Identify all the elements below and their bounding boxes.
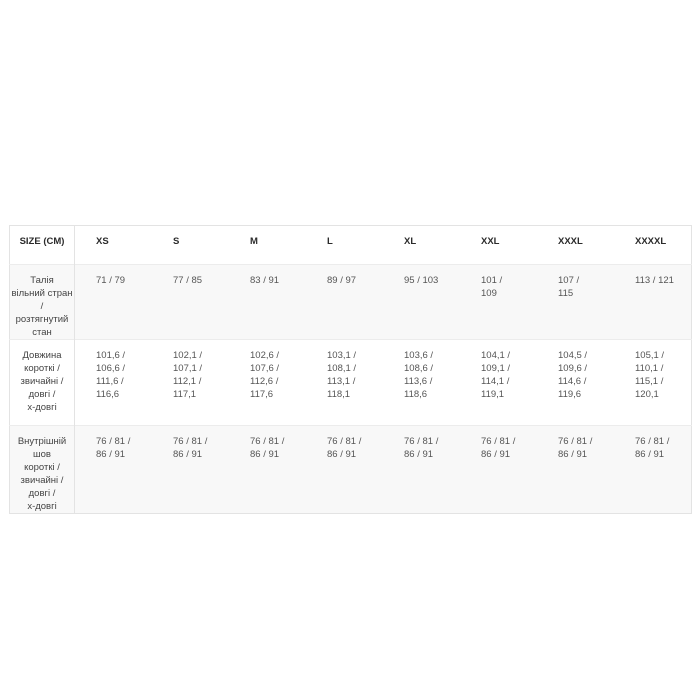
table-cell: 95 / 103	[404, 275, 439, 286]
table-cell: 76 / 81 / 86 / 91	[96, 436, 131, 460]
table-cell: 103,1 / 108,1 / 113,1 / 118,1	[327, 350, 357, 400]
table-cell: 76 / 81 / 86 / 91	[635, 436, 670, 460]
table-cell: 83 / 91	[250, 275, 280, 286]
size-header-xxxxl: XXXXL	[635, 236, 667, 247]
table-cell: 76 / 81 / 86 / 91	[327, 436, 362, 460]
row-label-inseam: Внутрішній шов короткі / звичайні / довгі / x-довгі	[10, 426, 75, 514]
table-cell: 103,6 / 108,6 / 113,6 / 118,6	[404, 350, 434, 400]
table-cell: 76 / 81 / 86 / 91	[404, 436, 439, 460]
row-label-waist: Талія вільний стран / розтягнутий стан	[10, 265, 75, 340]
table-cell: 104,1 / 109,1 / 114,1 / 119,1	[481, 350, 511, 400]
table-cell: 102,6 / 107,6 / 112,6 / 117,6	[250, 350, 280, 400]
size-header-xxxl: XXXL	[558, 236, 583, 247]
size-header-xs: XS	[96, 236, 109, 247]
size-header-s: S	[173, 236, 180, 247]
size-header-xl: XL	[404, 236, 417, 247]
table-cell: 71 / 79	[96, 275, 126, 286]
table-row-waist	[10, 265, 692, 340]
size-header-row	[10, 226, 692, 265]
table-cell: 89 / 97	[327, 275, 357, 286]
table-cell: 105,1 / 110,1 / 115,1 / 120,1	[635, 350, 665, 400]
table-cell: 113 / 121	[635, 275, 674, 286]
size-chart-table	[9, 225, 692, 514]
table-cell: 101,6 / 106,6 / 111,6 / 116,6	[96, 350, 126, 400]
table-cell: 76 / 81 / 86 / 91	[481, 436, 516, 460]
table-cell: 76 / 81 / 86 / 91	[558, 436, 593, 460]
table-cell: 104,5 / 109,6 / 114,6 / 119,6	[558, 350, 588, 400]
table-row-length	[10, 340, 692, 426]
table-row-inseam	[10, 426, 692, 514]
size-header-label: SIZE (CM)	[10, 226, 75, 265]
size-header-xxl: XXL	[481, 236, 500, 247]
table-cell: 77 / 85	[173, 275, 203, 286]
size-header-l: L	[327, 236, 333, 247]
table-cell: 101 / 109	[481, 275, 503, 299]
size-header-m: M	[250, 236, 258, 247]
table-cell: 76 / 81 / 86 / 91	[250, 436, 285, 460]
table-cell: 102,1 / 107,1 / 112,1 / 117,1	[173, 350, 203, 400]
row-label-length: Довжина короткі / звичайні / довгі / x-довгі	[10, 340, 75, 426]
table-cell: 76 / 81 / 86 / 91	[173, 436, 208, 460]
table-cell: 107 / 115	[558, 275, 580, 299]
